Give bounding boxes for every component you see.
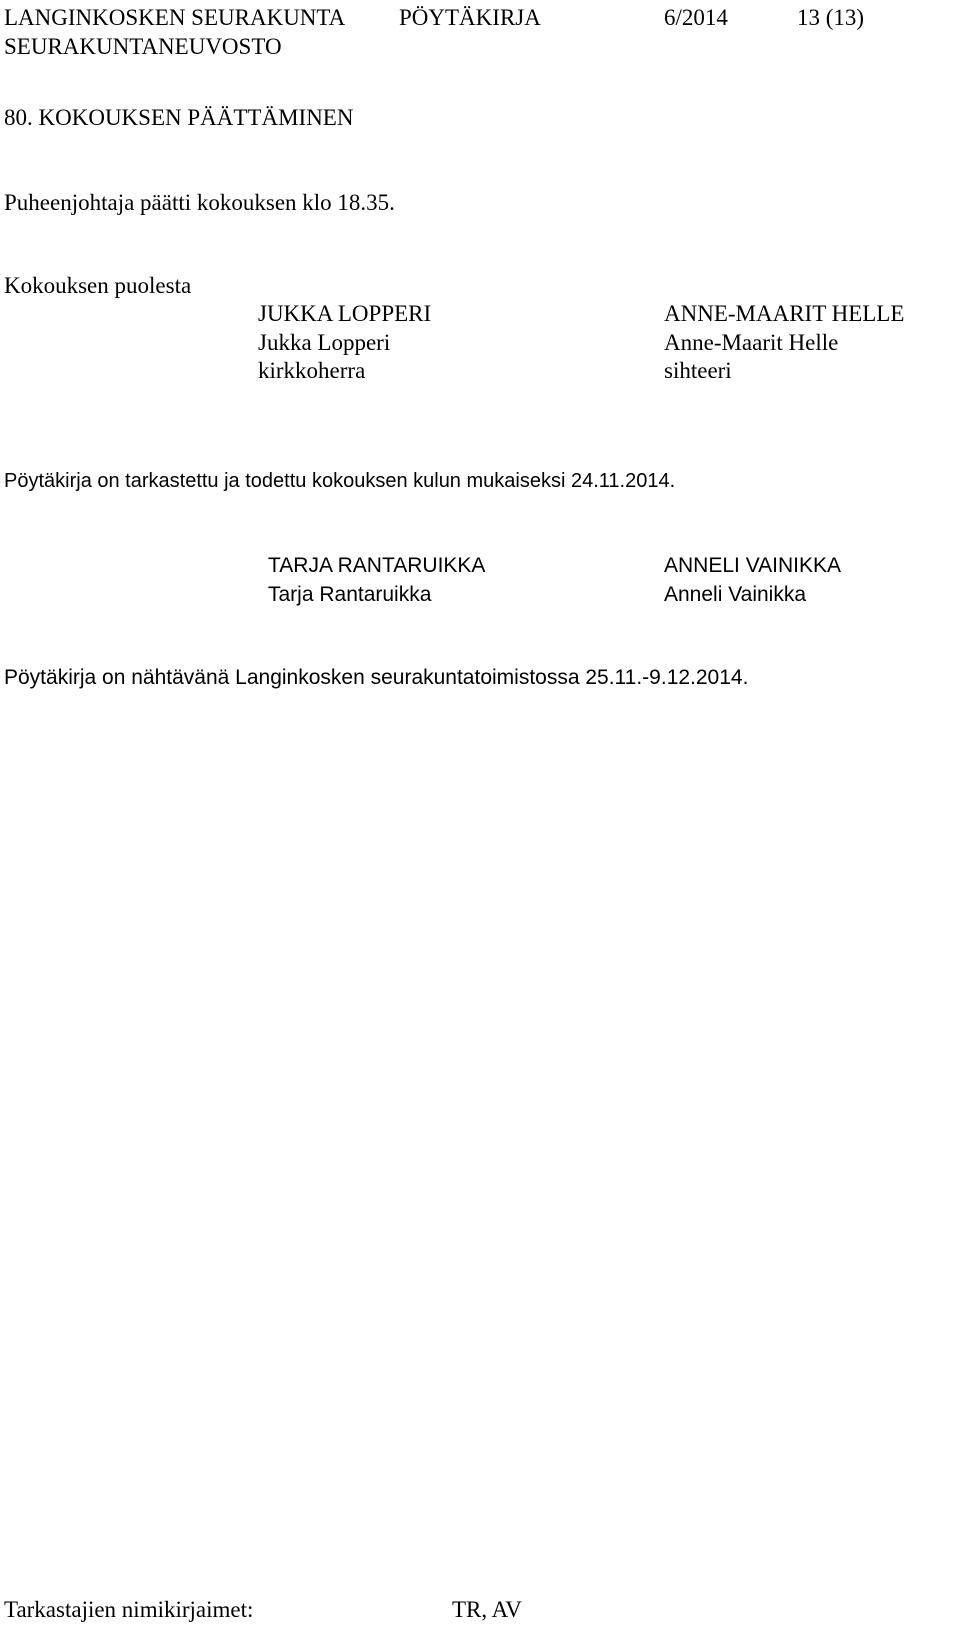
checker1-name-upper: TARJA RANTARUIKKA — [268, 554, 486, 577]
signatures-label: Kokouksen puolesta — [4, 273, 192, 298]
secretary-name-upper: ANNE-MAARIT HELLE — [664, 301, 905, 326]
chair-name-upper: JUKKA LOPPERI — [258, 301, 432, 326]
reviewer-initials: TR, AV — [452, 1597, 522, 1622]
chair-name: Jukka Lopperi — [258, 330, 391, 355]
document-type: PÖYTÄKIRJA — [399, 5, 541, 30]
organization-name: LANGINKOSKEN SEURAKUNTA — [4, 5, 346, 30]
section-text: Puheenjohtaja päätti kokouksen klo 18.35. — [4, 190, 395, 215]
secretary-title: sihteeri — [664, 358, 732, 383]
page-number: 13 (13) — [797, 5, 865, 30]
checker2-name: Anneli Vainikka — [664, 583, 807, 606]
governing-body: SEURAKUNTANEUVOSTO — [4, 34, 282, 59]
chair-title: kirkkoherra — [258, 358, 366, 383]
meeting-number: 6/2014 — [664, 5, 728, 30]
secretary-name: Anne-Maarit Helle — [664, 330, 839, 355]
public-notice: Pöytäkirja on nähtävänä Langinkosken seurakuntatoimistossa 25.11.-9.12.2014. — [4, 666, 749, 689]
section-heading: 80. KOKOUKSEN PÄÄTTÄMINEN — [4, 105, 354, 130]
verification-text: Pöytäkirja on tarkastettu ja todettu kokouksen kulun mukaiseksi 24.11.2014. — [4, 470, 676, 492]
checker1-name: Tarja Rantaruikka — [268, 583, 432, 606]
checker2-name-upper: ANNELI VAINIKKA — [664, 554, 842, 577]
initials-label: Tarkastajien nimikirjaimet: — [4, 1597, 254, 1622]
